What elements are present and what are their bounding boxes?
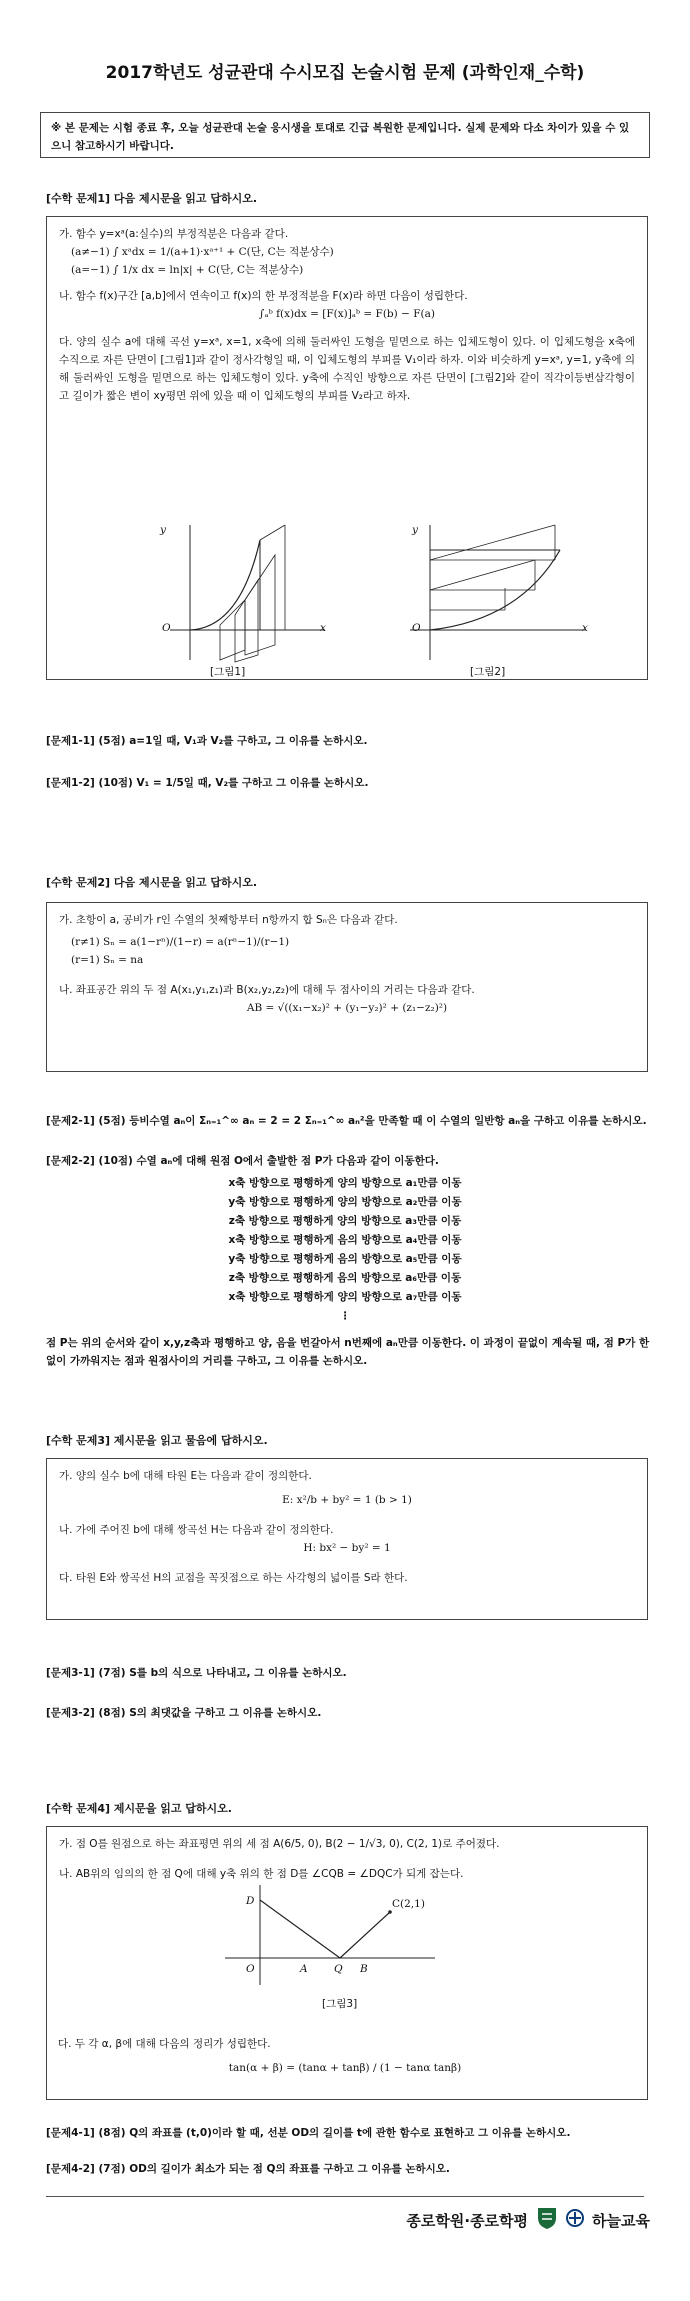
move-item: x축 방향으로 평행하게 양의 방향으로 a₁만큼 이동 (228, 1177, 462, 1189)
notice-box: ※ 본 문제는 시험 종료 후, 오늘 성균관대 논술 응시생을 토대로 긴급 복원한 문제입니다. 실제 문제와 다소 차이가 있을 수 있으니 참고하시기 바랍니다. (40, 112, 650, 158)
s4-da-formula: tan(α + β) = (tanα + tanβ) / (1 − tanα tanβ) (228, 2062, 462, 2074)
fig2-y-label: y (412, 524, 418, 536)
question-4-2: [문제4-2] (7점) OD의 길이가 최소가 되는 점 Q의 좌표를 구하고 그 이유를 논하시오. (46, 2163, 450, 2175)
question-3-1: [문제3-1] (7점) S를 b의 식으로 나타내고, 그 이유를 논하시오. (46, 1667, 347, 1679)
fig3-b-label: B (360, 1963, 368, 1975)
fig3-d-label: D (246, 1895, 255, 1907)
fig3-q-label: Q (334, 1963, 343, 1975)
sky-logo-icon (566, 2209, 584, 2231)
fig3-caption: [그림3] (322, 1998, 358, 2010)
question-2-2: [문제2-2] (10점) 수열 aₙ에 대해 원점 O에서 출발한 점 P가 다음과 같이 이동한다. (46, 1155, 439, 1167)
question-2-1: [문제2-1] (5점) 등비수열 aₙ이 Σₙ₌₁^∞ aₙ = 2 = 2 Σₙ₌₁^∞ aₙ²을 만족할 때 이 수열의 일반항 aₙ을 구하고 이유를 논하시오. (46, 1115, 647, 1127)
s1-na: 나. 함수 f(x)구간 [a,b]에서 연속이고 f(x)의 한 부정적분을 F(x)라 하면 다음이 성립한다. (59, 290, 468, 302)
question-3-2: [문제3-2] (8점) S의 최댓값을 구하고 그 이유를 논하시오. (46, 1707, 322, 1719)
s2-na: 나. 좌표공간 위의 두 점 A(x₁,y₁,z₁)과 B(x₂,y₂,z₂)에 대해 두 점사이의 거리는 다음과 같다. (59, 984, 475, 996)
section3-box (46, 1458, 648, 1620)
section3-heading: [수학 문제3] 제시문을 읽고 물음에 답하시오. (46, 1434, 268, 1447)
move-item: y축 방향으로 평행하게 양의 방향으로 a₂만큼 이동 (228, 1196, 462, 1208)
s1-ga-formula1: (a≠−1) ∫ xᵃdx = 1/(a+1)·xᵃ⁺¹ + C(단, C는 적분상수) (71, 246, 334, 258)
section2-box (46, 902, 648, 1072)
fig2-x-label: x (582, 622, 588, 634)
s1-na-formula: ∫ₐᵇ f(x)dx = [F(x)]ₐᵇ = F(b) − F(a) (259, 308, 435, 320)
section2-heading: [수학 문제2] 다음 제시문을 읽고 답하시오. (46, 876, 258, 889)
question-2-2-tail: 점 P는 위의 순서와 같이 x,y,z축과 평행하고 양, 음을 번갈아서 n번째에 aₙ만큼 이동한다. 이 과정이 끝없이 계속될 때, 점 P가 한없이 가까워지는 점과 원점사이의 거리를 구하고, 그 이유를 논하시오. (46, 1337, 650, 1367)
s3-da: 다. 타원 E와 쌍곡선 H의 교점을 꼭짓점으로 하는 사각형의 넓이를 S라 한다. (59, 1572, 408, 1584)
fig2-caption: [그림2] (470, 666, 506, 678)
move-item: x축 방향으로 평행하게 음의 방향으로 a₄만큼 이동 (228, 1234, 462, 1246)
fig1-x-label: x (320, 622, 326, 634)
footer-brand (406, 2206, 650, 2234)
move-item: y축 방향으로 평행하게 음의 방향으로 a₅만큼 이동 (228, 1253, 462, 1265)
move-ellipsis: ⋮ (339, 1310, 351, 1322)
figure2 (400, 520, 590, 670)
move-item: z축 방향으로 평행하게 양의 방향으로 a₃만큼 이동 (228, 1215, 462, 1227)
fig1-origin-label: O (162, 622, 171, 634)
move-list (0, 1174, 690, 1326)
section4-heading: [수학 문제4] 제시문을 읽고 답하시오. (46, 1802, 232, 1815)
question-1-1: [문제1-1] (5점) a=1일 때, V₁과 V₂를 구하고, 그 이유를 논하시오. (46, 735, 368, 747)
s2-na-formula: AB = √((x₁−x₂)² + (y₁−y₂)² + (z₁−z₂)²) (246, 1002, 448, 1014)
shield-logo-icon (536, 2206, 558, 2234)
question-1-2: [문제1-2] (10점) V₁ = 1/5일 때, V₂를 구하고 그 이유를 논하시오. (46, 777, 369, 789)
brand-sky: 하늘교육 (592, 2211, 650, 2230)
fig3-o-label: O (246, 1963, 255, 1975)
s4-na: 나. AB위의 임의의 한 점 Q에 대해 y축 위의 한 점 D를 ∠CQB = ∠DQC가 되게 잡는다. (59, 1868, 464, 1880)
s3-ga-formula: E: x²/b + by² = 1 (b > 1) (282, 1494, 412, 1506)
page-title: 2017학년도 성균관대 수시모집 논술시험 문제 (과학인재_수학) (105, 63, 585, 83)
figure1 (150, 520, 330, 670)
fig1-y-label: y (160, 524, 166, 536)
s4-ga: 가. 점 O를 원점으로 하는 좌표평면 위의 세 점 A(6/5, 0), B(2 − 1/√3, 0), C(2, 1)로 주어졌다. (59, 1838, 500, 1850)
move-item: x축 방향으로 평행하게 양의 방향으로 a₇만큼 이동 (228, 1291, 462, 1303)
fig3-a-label: A (300, 1963, 308, 1975)
s1-ga: 가. 함수 y=xᵃ(a:실수)의 부정적분은 다음과 같다. (59, 228, 289, 240)
question-4-1: [문제4-1] (8점) Q의 좌표를 (t,0)이라 할 때, 선분 OD의 길이를 t에 관한 함수로 표현하고 그 이유를 논하시오. (46, 2127, 571, 2139)
s3-na: 나. 가에 주어진 b에 대해 쌍곡선 H는 다음과 같이 정의한다. (59, 1524, 334, 1536)
fig1-caption: [그림1] (210, 666, 246, 678)
move-item: z축 방향으로 평행하게 음의 방향으로 a₆만큼 이동 (228, 1272, 462, 1284)
s3-ga: 가. 양의 실수 b에 대해 타원 E는 다음과 같이 정의한다. (59, 1470, 312, 1482)
s1-ga-formula2: (a=−1) ∫ 1/x dx = ln|x| + C(단, C는 적분상수) (71, 264, 304, 276)
s4-da: 다. 두 각 α, β에 대해 다음의 정리가 성립한다. (58, 2038, 271, 2050)
s3-na-formula: H: bx² − by² = 1 (303, 1542, 391, 1554)
brand-jongro: 종로학원·종로학평 (406, 2211, 529, 2230)
section1-heading: [수학 문제1] 다음 제시문을 읽고 답하시오. (46, 192, 258, 205)
fig2-origin-label: O (412, 622, 421, 634)
s1-da: 다. 양의 실수 a에 대해 곡선 y=xᵃ, x=1, x축에 의해 둘러싸인 도형을 밑면으로 하는 입체도형이 있다. 이 입체도형을 x축에 수직으로 자른 단면이 [그림1]과 같이 정사각형일 때, 이 입체도형의 부피를 V₁이라 하자. 이와 비슷하게 y=xᵃ, y=1, y축에 의해 둘러싸인 도형을 밑면으로 하는 입체도형이 있다. y축에 수직인 방향으로 자른 단면이 [그림2]와 같이 직각이등변삼각형이고 길이가 짧은 변이 xy평면 위에 있을 때 이 입체도형의 부피를 V₂라고 하자. (59, 336, 635, 402)
footer-divider (46, 2196, 644, 2197)
s2-ga-formula1: (r≠1) Sₙ = a(1−rⁿ)/(1−r) = a(rⁿ−1)/(r−1) (71, 936, 290, 948)
s2-ga: 가. 초항이 a, 공비가 r인 수열의 첫째항부터 n항까지 합 Sₙ은 다음과 같다. (59, 914, 398, 926)
s2-ga-formula2: (r=1) Sₙ = na (71, 954, 144, 966)
fig3-c-label: C(2,1) (392, 1898, 425, 1910)
